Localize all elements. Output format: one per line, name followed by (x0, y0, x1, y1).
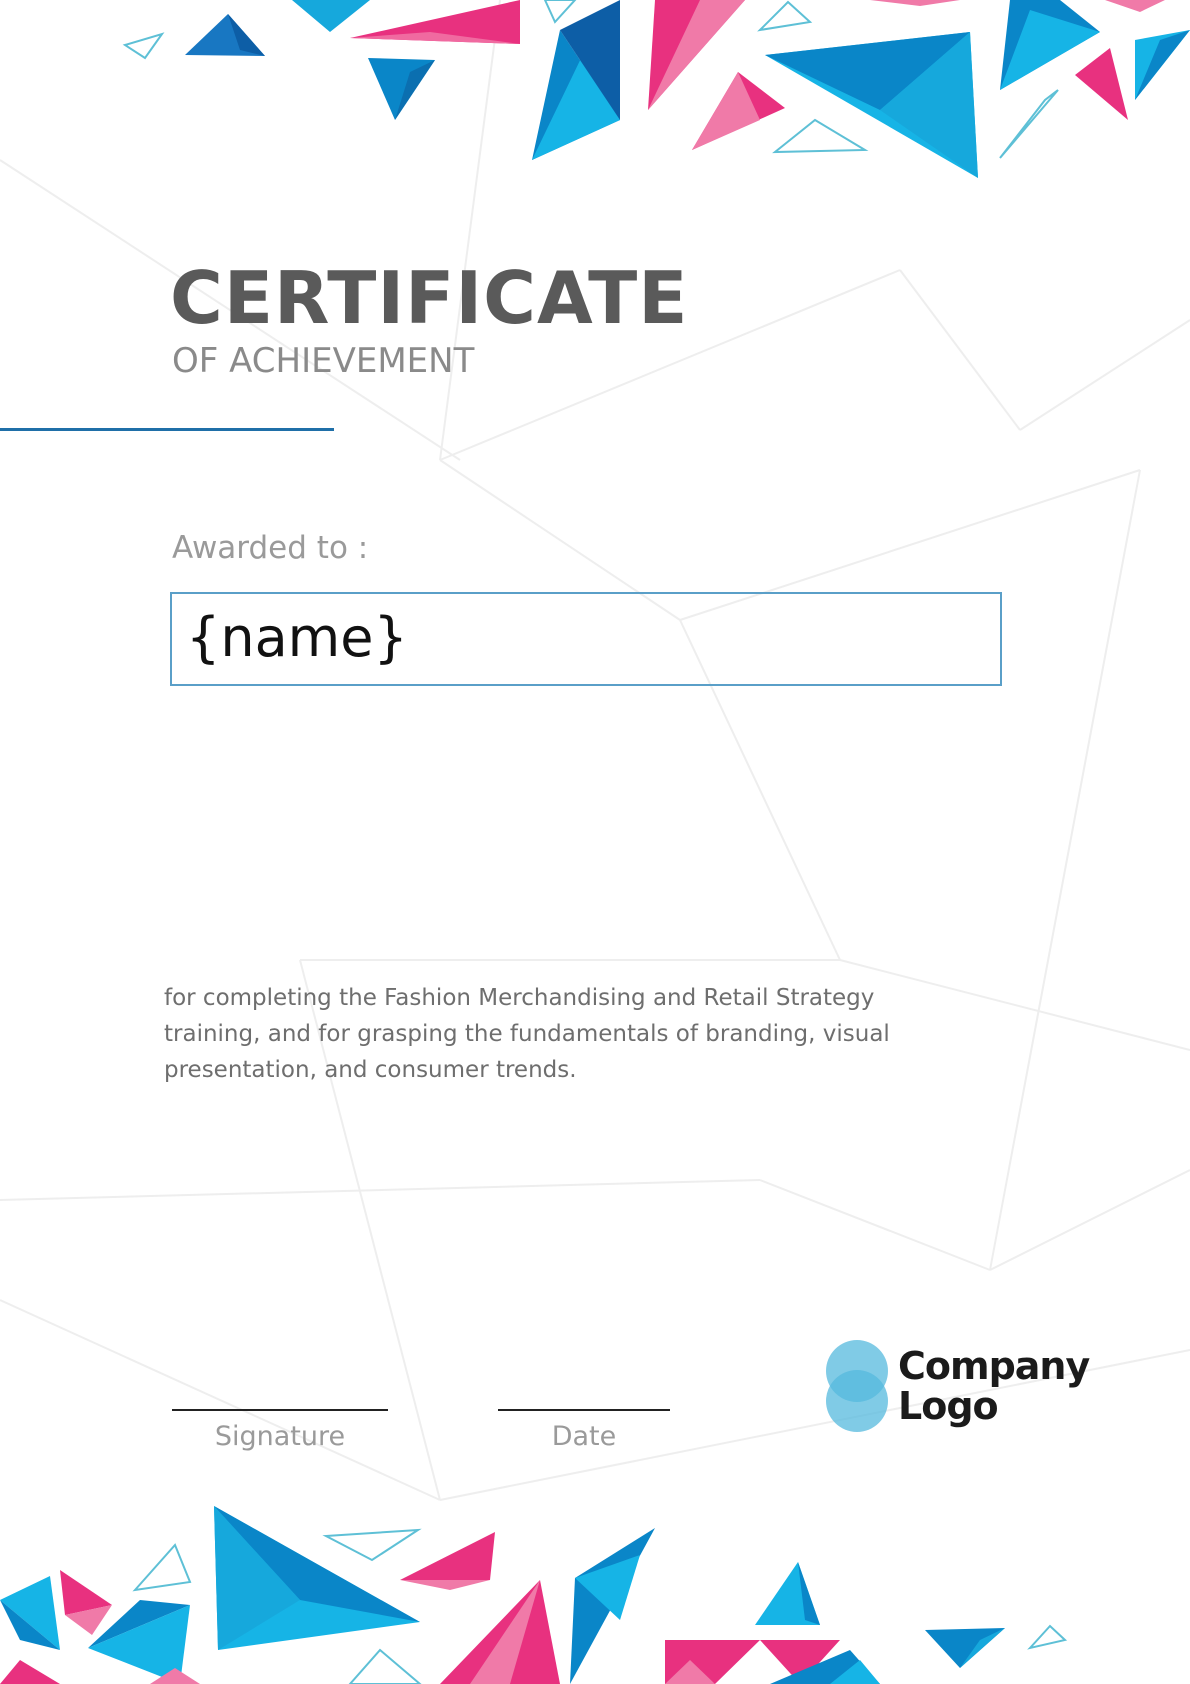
logo-line-2: Logo (898, 1384, 998, 1428)
certificate-title: CERTIFICATE (170, 256, 689, 340)
signature-label: Signature (214, 1421, 346, 1452)
recipient-name-text: {name} (186, 606, 408, 669)
accent-divider (0, 428, 334, 431)
signature-line (172, 1409, 388, 1411)
recipient-name-field[interactable] (170, 592, 1002, 686)
date-label: Date (551, 1421, 617, 1452)
company-logo (826, 1336, 1090, 1436)
awarded-to-label: Awarded to : (172, 530, 369, 566)
achievement-description: for completing the Fashion Merchandising and Retail Strategy training, and for grasping the fundamentals of branding, visual presentation, and consumer trends. (164, 985, 890, 1083)
logo-circle-bottom (826, 1370, 888, 1432)
logo-text (898, 1346, 1089, 1426)
certificate-subtitle: OF ACHIEVEMENT (172, 341, 475, 381)
logo-line-1: Company (898, 1344, 1090, 1388)
date-line (498, 1409, 670, 1411)
